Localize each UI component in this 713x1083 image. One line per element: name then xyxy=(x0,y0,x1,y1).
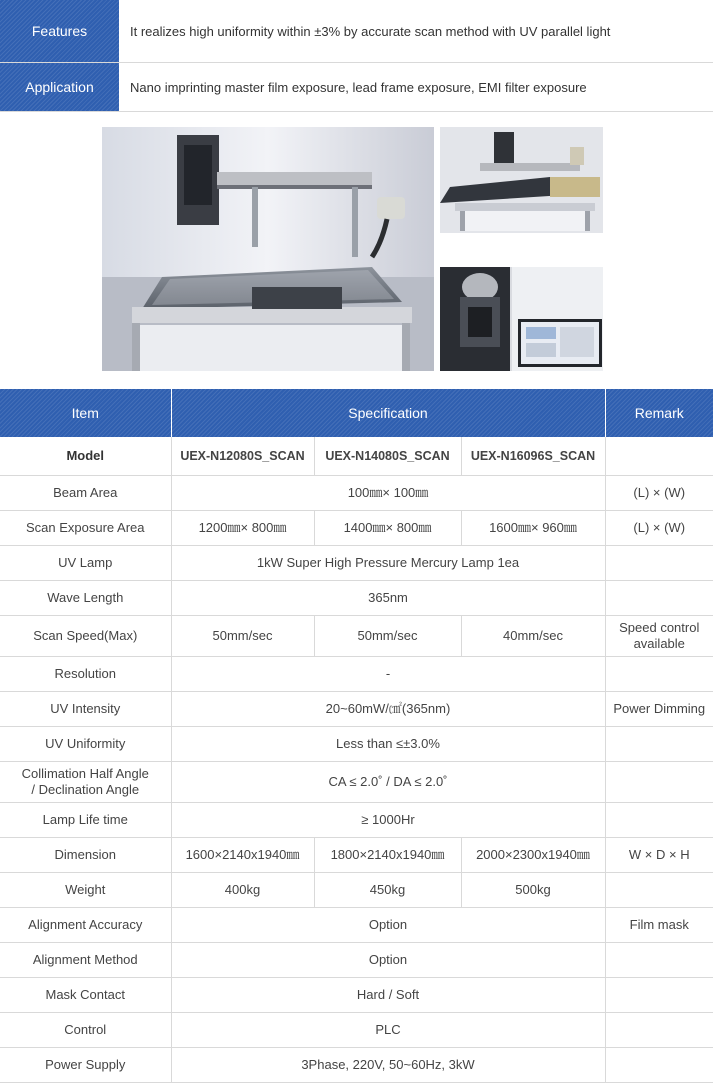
label-collimation-line2: / Declination Angle xyxy=(31,782,140,797)
main-equipment-photo xyxy=(102,127,434,371)
row-scan-exposure-area xyxy=(0,511,713,546)
value-wave-length: 365nm xyxy=(171,581,605,616)
label-alignment-accuracy: Alignment Accuracy xyxy=(0,908,171,943)
remark-dimension: W × D × H xyxy=(605,838,713,873)
label-lamp-life: Lamp Life time xyxy=(0,803,171,838)
remark-uv-uniformity xyxy=(605,727,713,762)
value-scan-exposure-area-2: 1400㎜× 800㎜ xyxy=(314,511,461,546)
label-scan-exposure-area: Scan Exposure Area xyxy=(0,511,171,546)
row-weight xyxy=(0,873,713,908)
remark-lamp-life xyxy=(605,803,713,838)
row-power-supply xyxy=(0,1048,713,1083)
side-view-photo xyxy=(440,127,603,233)
header-item: Item xyxy=(0,389,171,437)
value-control: PLC xyxy=(171,1013,605,1048)
header-specification: Specification xyxy=(171,389,605,437)
row-uv-lamp xyxy=(0,546,713,581)
value-collimation: CA ≤ 2.0˚ / DA ≤ 2.0˚ xyxy=(171,762,605,803)
value-weight-3: 500kg xyxy=(461,873,605,908)
application-row xyxy=(0,63,713,112)
value-alignment-method: Option xyxy=(171,943,605,978)
value-uv-uniformity: Less than ≤±3.0% xyxy=(171,727,605,762)
model-2: UEX-N14080S_SCAN xyxy=(314,437,461,476)
label-collimation-line1: Collimation Half Angle xyxy=(21,766,149,781)
label-wave-length: Wave Length xyxy=(0,581,171,616)
model-3: UEX-N16096S_SCAN xyxy=(461,437,605,476)
features-text: It realizes high uniformity within ±3% by accurate scan method with UV parallel light xyxy=(119,0,713,63)
label-alignment-method: Alignment Method xyxy=(0,943,171,978)
header-remark: Remark xyxy=(605,389,713,437)
row-model xyxy=(0,437,713,476)
row-dimension xyxy=(0,838,713,873)
remark-weight xyxy=(605,873,713,908)
label-power-supply: Power Supply xyxy=(0,1048,171,1083)
value-uv-intensity: 20~60mW/㎠(365nm) xyxy=(171,692,605,727)
row-alignment-accuracy xyxy=(0,908,713,943)
value-resolution: - xyxy=(171,657,605,692)
label-weight: Weight xyxy=(0,873,171,908)
value-dimension-2: 1800×2140x1940㎜ xyxy=(314,838,461,873)
value-power-supply: 3Phase, 220V, 50~60Hz, 3kW xyxy=(171,1048,605,1083)
remark-beam-area: (L) × (W) xyxy=(605,476,713,511)
remark-uv-lamp xyxy=(605,546,713,581)
row-wave-length xyxy=(0,581,713,616)
remark-scan-speed-line1: Speed control xyxy=(619,620,700,635)
label-collimation xyxy=(0,762,171,803)
remark-wave-length xyxy=(605,581,713,616)
label-dimension: Dimension xyxy=(0,838,171,873)
value-beam-area: 100㎜× 100㎜ xyxy=(171,476,605,511)
row-resolution xyxy=(0,657,713,692)
remark-alignment-method xyxy=(605,943,713,978)
value-scan-exposure-area-3: 1600㎜× 960㎜ xyxy=(461,511,605,546)
row-uv-intensity xyxy=(0,692,713,727)
specification-table xyxy=(0,389,713,1083)
value-uv-lamp: 1kW Super High Pressure Mercury Lamp 1ea xyxy=(171,546,605,581)
remark-uv-intensity: Power Dimming xyxy=(605,692,713,727)
label-model: Model xyxy=(0,437,171,476)
value-weight-1: 400kg xyxy=(171,873,314,908)
features-label: Features xyxy=(0,0,119,63)
value-scan-speed-2: 50mm/sec xyxy=(314,616,461,657)
row-collimation xyxy=(0,762,713,803)
row-beam-area xyxy=(0,476,713,511)
label-uv-intensity: UV Intensity xyxy=(0,692,171,727)
remark-scan-speed-line2: available xyxy=(633,636,685,651)
row-scan-speed xyxy=(0,616,713,657)
value-scan-speed-1: 50mm/sec xyxy=(171,616,314,657)
row-alignment-method xyxy=(0,943,713,978)
value-lamp-life: ≥ 1000Hr xyxy=(171,803,605,838)
row-control xyxy=(0,1013,713,1048)
product-photos xyxy=(0,112,713,388)
label-uv-uniformity: UV Uniformity xyxy=(0,727,171,762)
application-text: Nano imprinting master film exposure, lead frame exposure, EMI filter exposure xyxy=(119,63,713,112)
value-scan-speed-3: 40mm/sec xyxy=(461,616,605,657)
remark-scan-exposure-area: (L) × (W) xyxy=(605,511,713,546)
label-uv-lamp: UV Lamp xyxy=(0,546,171,581)
value-alignment-accuracy: Option xyxy=(171,908,605,943)
features-row xyxy=(0,0,713,63)
remark-scan-speed xyxy=(605,616,713,657)
row-mask-contact xyxy=(0,978,713,1013)
label-resolution: Resolution xyxy=(0,657,171,692)
label-beam-area: Beam Area xyxy=(0,476,171,511)
row-uv-uniformity xyxy=(0,727,713,762)
remark-resolution xyxy=(605,657,713,692)
intro-table xyxy=(0,0,713,112)
control-detail-photo xyxy=(440,267,603,371)
row-lamp-life xyxy=(0,803,713,838)
remark-collimation xyxy=(605,762,713,803)
value-scan-exposure-area-1: 1200㎜× 800㎜ xyxy=(171,511,314,546)
model-1: UEX-N12080S_SCAN xyxy=(171,437,314,476)
application-label: Application xyxy=(0,63,119,112)
value-dimension-3: 2000×2300x1940㎜ xyxy=(461,838,605,873)
remark-model xyxy=(605,437,713,476)
remark-control xyxy=(605,1013,713,1048)
remark-power-supply xyxy=(605,1048,713,1083)
remark-alignment-accuracy: Film mask xyxy=(605,908,713,943)
remark-mask-contact xyxy=(605,978,713,1013)
label-control: Control xyxy=(0,1013,171,1048)
label-scan-speed: Scan Speed(Max) xyxy=(0,616,171,657)
value-weight-2: 450kg xyxy=(314,873,461,908)
value-dimension-1: 1600×2140x1940㎜ xyxy=(171,838,314,873)
spec-header-row xyxy=(0,389,713,437)
value-mask-contact: Hard / Soft xyxy=(171,978,605,1013)
label-mask-contact: Mask Contact xyxy=(0,978,171,1013)
